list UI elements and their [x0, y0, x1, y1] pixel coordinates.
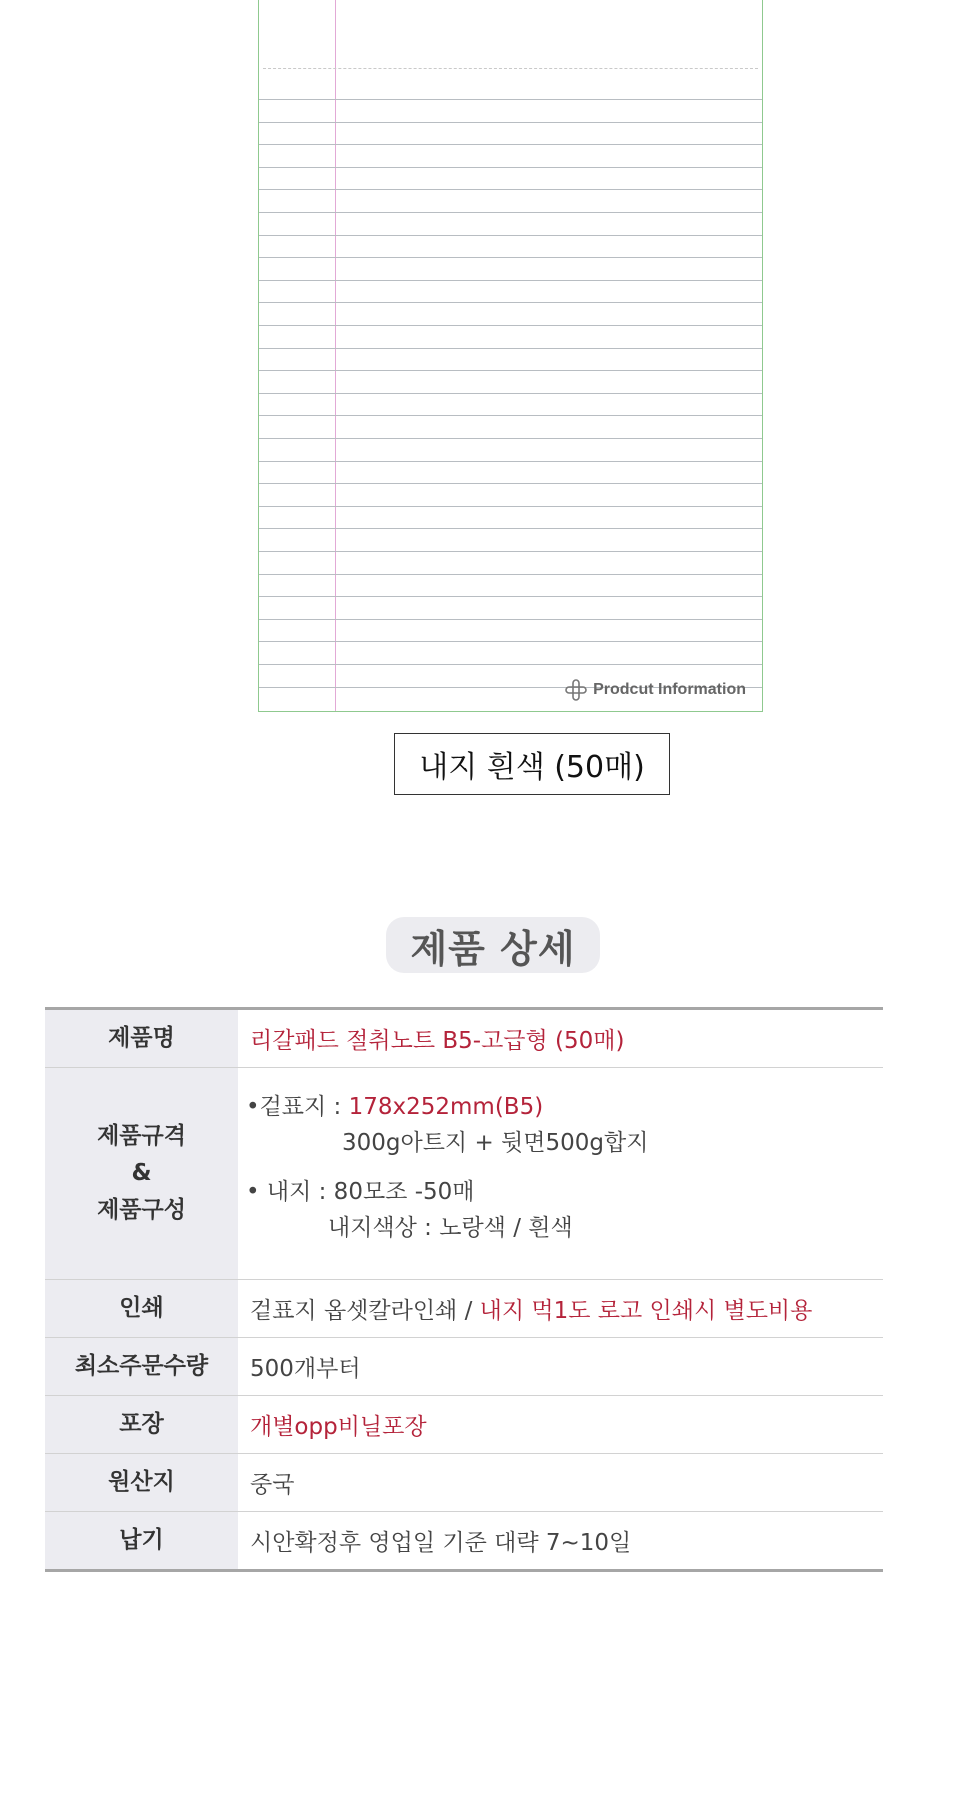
- row-label: 제품명: [45, 1010, 238, 1067]
- origin-value: 중국: [250, 1472, 295, 1498]
- ruled-line: [259, 483, 762, 484]
- inner-color: 내지색상 : 노랑색 / 흰색: [328, 1214, 573, 1241]
- row-label: 인쇄: [45, 1280, 238, 1337]
- table-row: [45, 1280, 883, 1338]
- table-row: [45, 1010, 883, 1068]
- notepad-margin-line: [335, 0, 336, 711]
- ruled-line: [259, 348, 762, 349]
- spec-label-line: 제품구성: [97, 1196, 186, 1223]
- ruled-line: [259, 189, 762, 190]
- print-value: [238, 1280, 883, 1337]
- lead-time-value: 시안확정후 영업일 기준 대략 7~10일: [250, 1530, 632, 1556]
- ruled-line: [259, 551, 762, 552]
- row-label: [45, 1068, 238, 1279]
- ruled-line: [259, 167, 762, 168]
- ruled-line: [259, 664, 762, 665]
- ruled-line: [259, 325, 762, 326]
- print-plain: 겉표지 옵셋칼라인쇄 /: [250, 1298, 480, 1324]
- ruled-line: [259, 235, 762, 236]
- notepad-image: [258, 0, 763, 712]
- print-extra-cost: 내지 먹1도 로고 인쇄시 별도비용: [479, 1298, 813, 1324]
- row-label: 납기: [45, 1512, 238, 1569]
- table-row: [45, 1338, 883, 1396]
- ruled-line: [259, 257, 762, 258]
- brand-watermark: [565, 679, 746, 701]
- ruled-line: [259, 461, 762, 462]
- spec-table: [45, 1007, 883, 1572]
- ruled-line: [259, 438, 762, 439]
- row-label: 원산지: [45, 1454, 238, 1511]
- ruled-line: [259, 619, 762, 620]
- ruled-line: [259, 370, 762, 371]
- row-label: 최소주문수량: [45, 1338, 238, 1395]
- brand-text: Prodcut Information: [593, 681, 746, 698]
- ruled-line: [259, 528, 762, 529]
- inner-line: • 내지 : 80모조 -50매: [246, 1179, 475, 1206]
- ruled-line: [259, 641, 762, 642]
- ruled-line: [259, 99, 762, 100]
- notepad-cut-line: [263, 68, 758, 69]
- paper-color-caption: 내지 흰색 (50매): [394, 733, 670, 795]
- moq-value: 500개부터: [250, 1356, 361, 1382]
- product-name-value: 리갈패드 절취노트 B5-고급형 (50매): [250, 1028, 625, 1054]
- packaging-value: 개별opp비닐포장: [250, 1414, 427, 1440]
- spec-label-line: &: [131, 1160, 152, 1187]
- ruled-line: [259, 415, 762, 416]
- section-title: 제품 상세: [386, 917, 600, 973]
- table-row: [45, 1068, 883, 1280]
- ruled-line: [259, 122, 762, 123]
- ruled-line: [259, 574, 762, 575]
- ruled-line: [259, 393, 762, 394]
- cover-size: 178x252mm(B5): [348, 1094, 544, 1120]
- spec-value: [238, 1068, 883, 1279]
- ruled-line: [259, 302, 762, 303]
- brand-logo-icon: [565, 679, 587, 701]
- spec-label-line: 제품규격: [97, 1123, 186, 1150]
- ruled-line: [259, 596, 762, 597]
- table-row: [45, 1396, 883, 1454]
- table-row: [45, 1512, 883, 1569]
- row-label: 포장: [45, 1396, 238, 1453]
- ruled-line: [259, 144, 762, 145]
- cover-material: 300g아트지 + 뒷면500g합지: [342, 1129, 649, 1156]
- ruled-line: [259, 280, 762, 281]
- cover-line: [246, 1090, 883, 1126]
- table-row: [45, 1454, 883, 1512]
- ruled-line: [259, 212, 762, 213]
- ruled-line: [259, 506, 762, 507]
- cover-prefix: •겉표지 :: [246, 1094, 349, 1120]
